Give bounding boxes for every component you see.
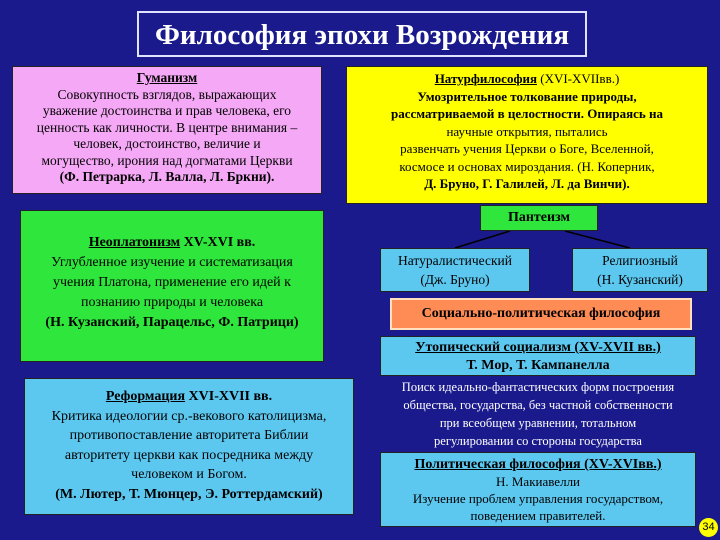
utopian-socialism-box <box>380 336 696 376</box>
reformation-line: человеком и Богом. <box>131 467 247 482</box>
naturphilosophy-line: Умозрительное толкование природы, <box>417 88 637 104</box>
utopian-description <box>380 376 696 452</box>
neoplatonism-line: Углубленное изучение и систематизация <box>51 255 293 270</box>
reformation-heading: Реформация <box>105 389 186 404</box>
humanism-box <box>12 66 322 194</box>
humanism-line: уважение достоинства и прав человека, его <box>42 103 292 118</box>
humanism-line: ценность как личности. В центре внимания – <box>36 119 298 135</box>
neoplatonism-box <box>20 210 324 362</box>
naturphilosophy-authors: Д. Бруно, Г. Галилей, Л. да Винчи). <box>424 176 630 191</box>
political-author: Н. Макиавелли <box>495 474 581 489</box>
neoplatonism-period: XV-XVI вв. <box>180 235 256 250</box>
political-philosophy-box <box>380 452 696 527</box>
naturphilosophy-box <box>346 66 708 204</box>
humanism-line: человек, достоинство, величие и <box>73 136 261 151</box>
humanism-line: могущество, ирония над догматами Церкви <box>41 152 293 168</box>
reformation-box <box>24 378 354 515</box>
naturalistic-author: (Дж. Бруно) <box>420 272 490 287</box>
reformation-line: авторитету церкви как посредника между <box>64 447 314 463</box>
reformation-line: Критика идеологии ср.-векового католицизма, <box>51 408 327 424</box>
naturphilosophy-heading: Натурфилософия <box>434 71 537 86</box>
humanism-line: Совокупность взглядов, выражающих <box>57 86 277 102</box>
connector-pantheism-religious <box>565 231 630 248</box>
naturphilosophy-line: рассматриваемой в целостности. Опираясь на <box>390 106 664 121</box>
pantheism-box: Пантеизм <box>480 205 598 231</box>
humanism-heading: Гуманизм <box>136 70 198 85</box>
religious-label: Религиозный <box>602 253 678 268</box>
neoplatonism-heading: Неоплатонизм <box>88 235 181 250</box>
social-political-box: Социально-политическая философия <box>390 298 692 330</box>
religious-pantheism-box <box>572 248 708 292</box>
religious-author: (Н. Кузанский) <box>597 272 683 287</box>
page-number: 34 <box>699 518 718 537</box>
neoplatonism-line: учения Платона, применение его идей к <box>53 275 291 290</box>
political-line: поведением правителей. <box>470 508 606 523</box>
naturalistic-pantheism-box <box>380 248 530 292</box>
page-title: Философия эпохи Возрождения <box>137 11 587 57</box>
utopian-description-line: Поиск идеально-фантастических форм построения <box>401 380 675 394</box>
connector-pantheism-naturalistic <box>455 231 510 248</box>
humanism-authors: (Ф. Петрарка, Л. Валла, Л. Бркни). <box>59 169 275 184</box>
naturalistic-label: Натуралистический <box>398 253 512 268</box>
utopian-title: Утопический социализм (XV-XVII вв.) <box>415 340 661 355</box>
reformation-authors: (М. Лютер, Т. Мюнцер, Э. Роттердамский) <box>55 486 323 502</box>
naturphilosophy-line: развенчать учения Церкви о Боге, Вселенной, <box>400 141 654 156</box>
neoplatonism-line: познанию природы и человека <box>80 295 264 310</box>
neoplatonism-authors: (Н. Кузанский, Парацельс, Ф. Патрици) <box>45 315 299 330</box>
political-title: Политическая философия (XV-XVIвв.) <box>414 457 662 472</box>
naturphilosophy-line: космосе и основах мироздания. (Н. Коперник, <box>399 158 655 174</box>
naturphilosophy-line: научные открытия, пытались <box>446 123 608 139</box>
political-line: Изучение проблем управления государством, <box>412 491 664 506</box>
utopian-description-line: при всеобщем уравнении, тотальном <box>439 416 637 430</box>
utopian-description-line: общества, государства, без частной собственности <box>403 398 673 412</box>
reformation-period: XVI-XVII вв. <box>185 389 273 404</box>
utopian-authors: Т. Мор, Т. Кампанелла <box>466 358 610 373</box>
utopian-description-line: регулировании со стороны государства <box>434 434 642 448</box>
naturphilosophy-period: (XVI-XVIIвв.) <box>536 71 620 86</box>
reformation-line: противопоставление авторитета Библии <box>69 428 309 443</box>
